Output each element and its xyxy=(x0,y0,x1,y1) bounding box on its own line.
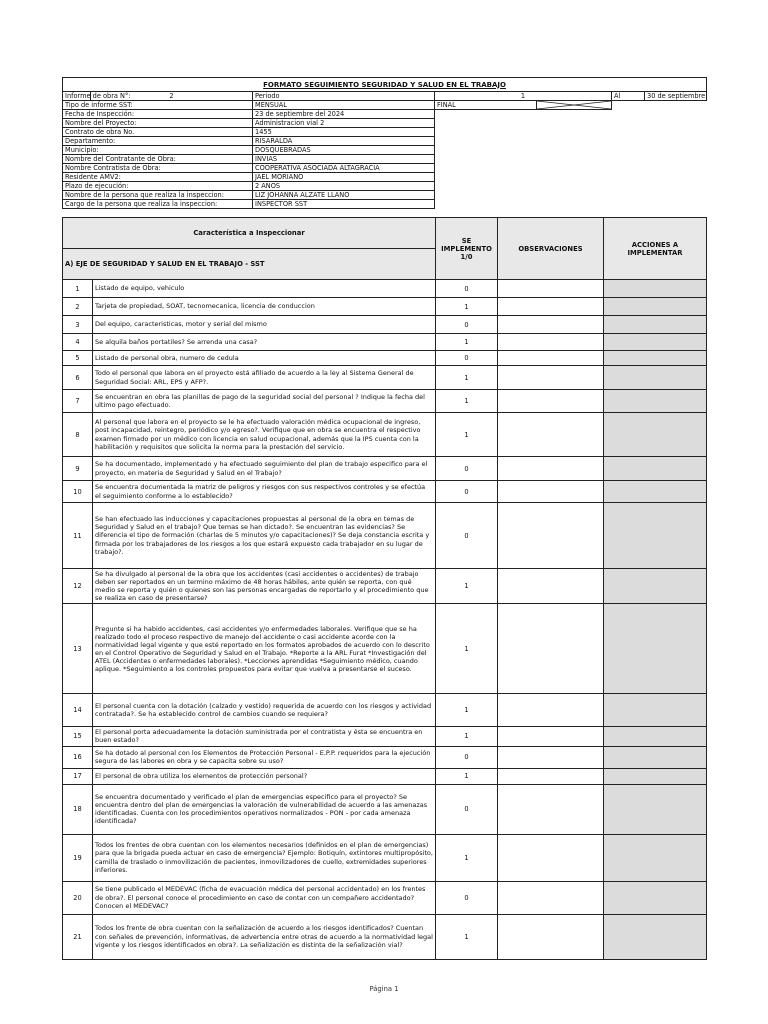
item-description: Todos los frentes de obra cuentan con los elementos necesarios (definidos en el plan de emergencias) para que la brigada pueda actuar en caso de emergencia? Ejemplo: Botiquín, extintores multipropósito, camilla de traslado o inmovilización de pacientes, inmovilizadores de cuello, extremidades superiores inferiores. xyxy=(93,834,436,881)
periodo-value: 1 xyxy=(435,92,612,101)
item-acciones-cell xyxy=(604,457,707,481)
header-field-row xyxy=(63,182,707,191)
informe-value: 2 xyxy=(91,92,253,101)
final-checkbox-crossed xyxy=(537,101,612,110)
header-field-label: Fecha de Inspección: xyxy=(63,110,253,119)
item-description: Se han efectuado las inducciones y capacitaciones propuestas al personal de la obra en temas de Seguridad y Salud en el trabajo? Que temas se han dictado?. Se encuentran las evidencias? Se diferencia el tipo de formación (charlas de 5 minutos y/o capacitaciones)? Se deja constancia escrita y firmada por los trabajadores de los riesgos a los que estará expuesto cada trabajador en su lugar de trabajo?. xyxy=(93,503,436,569)
header-field-value: DOSQUEBRADAS xyxy=(253,146,435,155)
item-number: 20 xyxy=(63,881,93,914)
item-acciones-cell xyxy=(604,366,707,390)
item-number: 13 xyxy=(63,604,93,694)
header-table xyxy=(62,77,707,209)
item-implemented-value: 1 xyxy=(436,334,498,351)
item-observaciones-cell xyxy=(498,569,604,604)
periodo-label: Periodo xyxy=(253,92,435,101)
inspection-item-row xyxy=(63,727,707,746)
item-number: 21 xyxy=(63,914,93,959)
item-implemented-value: 1 xyxy=(436,604,498,694)
item-description: Listado de personal obra, numero de cedula xyxy=(93,351,436,366)
item-implemented-value: 0 xyxy=(436,481,498,503)
item-observaciones-cell xyxy=(498,604,604,694)
item-number: 12 xyxy=(63,569,93,604)
header-field-value: JAEL MORIANO xyxy=(253,173,435,182)
header-field-label: Contrato de obra No. xyxy=(63,128,253,137)
item-observaciones-cell xyxy=(498,366,604,390)
header-field-value: INVIAS xyxy=(253,155,435,164)
inspection-item-row xyxy=(63,694,707,727)
item-description: Todo el personal que labora en el proyecto está afiliado de acuerdo a la ley al Sistema General de Seguridad Social: ARL, EPS y AFP?. xyxy=(93,366,436,390)
item-observaciones-cell xyxy=(498,413,604,457)
header-field-label: Nombre del Proyecto: xyxy=(63,119,253,128)
header-field-row xyxy=(63,200,707,209)
item-observaciones-cell xyxy=(498,481,604,503)
header-field-label: Cargo de la persona que realiza la inspeccion: xyxy=(63,200,253,209)
item-number: 3 xyxy=(63,316,93,334)
item-implemented-value: 0 xyxy=(436,746,498,768)
item-implemented-value: 1 xyxy=(436,569,498,604)
item-description: Tarjeta de propiedad, SOAT, tecnomecanica, licencia de conduccion xyxy=(93,298,436,316)
header-field-value: RISARALDA xyxy=(253,137,435,146)
item-acciones-cell xyxy=(604,881,707,914)
header-field-label: Plazo de ejecución: xyxy=(63,182,253,191)
item-description: El personal de obra utiliza los elementos de protección personal? xyxy=(93,768,436,784)
tipo-value: MENSUAL xyxy=(253,101,435,110)
header-field-value: INSPECTOR SST xyxy=(253,200,435,209)
items-body xyxy=(63,280,707,960)
inspection-item-row xyxy=(63,768,707,784)
item-observaciones-cell xyxy=(498,914,604,959)
item-observaciones-cell xyxy=(498,280,604,298)
inspection-item-row xyxy=(63,604,707,694)
item-observaciones-cell xyxy=(498,746,604,768)
inspection-item-row xyxy=(63,334,707,351)
item-number: 16 xyxy=(63,746,93,768)
item-description: Se ha documentado, implementado y ha efectuado seguimiento del plan de trabajo especifico para el proyecto, en materia de Seguridad y Salud en el Trabajo? xyxy=(93,457,436,481)
header-field-label: Nombre Contratista de Obra: xyxy=(63,164,253,173)
item-implemented-value: 0 xyxy=(436,881,498,914)
item-acciones-cell xyxy=(604,481,707,503)
item-number: 2 xyxy=(63,298,93,316)
item-number: 8 xyxy=(63,413,93,457)
item-description: Listado de equipo, vehiculo xyxy=(93,280,436,298)
header-field-value: LIZ JOHANNA ALZATE LLANO xyxy=(253,191,435,200)
item-implemented-value: 0 xyxy=(436,316,498,334)
item-number: 9 xyxy=(63,457,93,481)
item-observaciones-cell xyxy=(498,390,604,413)
item-implemented-value: 1 xyxy=(436,914,498,959)
item-acciones-cell xyxy=(604,604,707,694)
item-description: Todos los frente de obra cuentan con la señalización de acuerdo a los riesgos identificados? Cuentan con señales de prevención, informativas, de advertencia entre otras de acuerdo a la normatividad legal vigente y los riesgos identificados en obra?. La señalización es distinta de la señalización vial? xyxy=(93,914,436,959)
caracteristica-header: Característica a Inspeccionar xyxy=(63,218,436,249)
item-acciones-cell xyxy=(604,768,707,784)
header-field-row xyxy=(63,110,707,119)
item-implemented-value: 1 xyxy=(436,366,498,390)
header-field-value: 23 de septiembre del 2024 xyxy=(253,110,435,119)
item-number: 15 xyxy=(63,727,93,746)
item-description: Se tiene publicado el MEDEVAC (ficha de evacuación médica del personal accidentado) en los frentes de obra?. El personal conoce el procedimiento en caso de contar con un compañero accidentado? Conocen el MEDEVAC? xyxy=(93,881,436,914)
document-title: FORMATO SEGUIMIENTO SEGURIDAD Y SALUD EN EL TRABAJO xyxy=(63,78,707,92)
header-field-row xyxy=(63,146,707,155)
item-number: 6 xyxy=(63,366,93,390)
header-field-row xyxy=(63,155,707,164)
inspection-item-row xyxy=(63,481,707,503)
item-acciones-cell xyxy=(604,316,707,334)
header-field-value: COOPERATIVA ASOCIADA ALTAGRACIA xyxy=(253,164,435,173)
header-field-label: Nombre del Contratante de Obra: xyxy=(63,155,253,164)
item-acciones-cell xyxy=(604,727,707,746)
item-acciones-cell xyxy=(604,298,707,316)
header-field-row xyxy=(63,173,707,182)
tipo-label: Tipo de informe SST: xyxy=(63,101,253,110)
item-acciones-cell xyxy=(604,784,707,834)
item-number: 10 xyxy=(63,481,93,503)
inspection-item-row xyxy=(63,784,707,834)
item-acciones-cell xyxy=(604,413,707,457)
header-field-row xyxy=(63,191,707,200)
inspection-item-row xyxy=(63,280,707,298)
item-description: Al personal que labora en el proyecto se le ha efectuado valoración médica ocupacional de ingreso, post incapacidad, reintegro, periódico y/o egreso?. Verifique que en obra se encuentra el respectivo examen firmado por un médico con licencia en salud ocupacional, además que la IPS cuenta con la habilitación y requisitos que solicita la norma para la prestación del servicio. xyxy=(93,413,436,457)
item-description: Pregunte si ha habido accidentes, casi accidentes y/o enfermedades laborales. Verifique que se ha realizado todo el proceso respectivo de manejo del accidente o casi accidente acorde con la normatividad legal vigente y que esté reportado en los formatos aprobados de acuerdo con lo descrito en el Control Operativo de Seguridad y Salud en el Trabajo. *Reporte a la ARL Furat *Investigación del ATEL (Accidentes o enfermedades laborales). *Lecciones aprendidas *Seguimiento médico, cuando aplique. *Seguimiento a los controles propuestos para evitar que vuelva a presentarse el suceso. xyxy=(93,604,436,694)
item-implemented-value: 1 xyxy=(436,834,498,881)
item-number: 18 xyxy=(63,784,93,834)
item-implemented-value: 0 xyxy=(436,503,498,569)
item-implemented-value: 0 xyxy=(436,280,498,298)
item-number: 5 xyxy=(63,351,93,366)
al-value: 30 de septiembre xyxy=(645,92,707,101)
item-acciones-cell xyxy=(604,280,707,298)
item-implemented-value: 1 xyxy=(436,727,498,746)
inspection-item-row xyxy=(63,569,707,604)
item-acciones-cell xyxy=(604,694,707,727)
informe-label: Informe de obra N°: xyxy=(63,92,91,101)
inspection-item-row xyxy=(63,503,707,569)
header-field-label: Nombre de la persona que realiza la inspeccion: xyxy=(63,191,253,200)
observaciones-header: OBSERVACIONES xyxy=(498,218,604,280)
inspection-item-row xyxy=(63,881,707,914)
item-observaciones-cell xyxy=(498,834,604,881)
header-field-row xyxy=(63,164,707,173)
inspection-item-row xyxy=(63,390,707,413)
inspection-item-row xyxy=(63,914,707,959)
item-observaciones-cell xyxy=(498,316,604,334)
item-acciones-cell xyxy=(604,503,707,569)
inspection-item-row xyxy=(63,366,707,390)
item-observaciones-cell xyxy=(498,881,604,914)
header-field-value: 1455 xyxy=(253,128,435,137)
item-implemented-value: 0 xyxy=(436,457,498,481)
item-observaciones-cell xyxy=(498,334,604,351)
header-field-row xyxy=(63,128,707,137)
item-description: Del equipo, caracteristicas, motor y serial del mismo xyxy=(93,316,436,334)
item-acciones-cell xyxy=(604,914,707,959)
item-implemented-value: 0 xyxy=(436,784,498,834)
acciones-header: ACCIONES A IMPLEMENTAR xyxy=(604,218,707,280)
item-number: 1 xyxy=(63,280,93,298)
inspection-item-row xyxy=(63,298,707,316)
header-field-label: Residente AMV2: xyxy=(63,173,253,182)
item-observaciones-cell xyxy=(498,457,604,481)
item-number: 7 xyxy=(63,390,93,413)
items-table xyxy=(62,217,707,960)
item-implemented-value: 1 xyxy=(436,413,498,457)
header-field-label: Municipio: xyxy=(63,146,253,155)
item-implemented-value: 1 xyxy=(436,390,498,413)
inspection-item-row xyxy=(63,457,707,481)
item-description: Se encuentra documentado y verificado el plan de emergencias especifico para el proyecto? Se encuentra dentro del plan de emergencias la valoración de vulnerabilidad de acuerdo a las amenazas identificadas. Cuenta con los procedimientos operativos normalizados - PON - por cada amenaza identificada? xyxy=(93,784,436,834)
item-acciones-cell xyxy=(604,390,707,413)
header-field-row xyxy=(63,119,707,128)
inspection-item-row xyxy=(63,834,707,881)
item-observaciones-cell xyxy=(498,727,604,746)
item-description: Se encuentra documentada la matriz de peligros y riesgos con sus respectivos controles y se efectúa el seguimiento conforme a lo establecido? xyxy=(93,481,436,503)
item-implemented-value: 0 xyxy=(436,351,498,366)
header-field-value: Administracion vial 2 xyxy=(253,119,435,128)
item-observaciones-cell xyxy=(498,503,604,569)
item-implemented-value: 1 xyxy=(436,768,498,784)
item-observaciones-cell xyxy=(498,694,604,727)
item-description: El personal porta adecuadamente la dotación suministrada por el contratista y ésta se encuentra en buen estado? xyxy=(93,727,436,746)
header-field-value: 2 AÑOS xyxy=(253,182,435,191)
item-acciones-cell xyxy=(604,351,707,366)
se-implemento-header: SE IMPLEMENTO 1/0 xyxy=(436,218,498,280)
page-footer: Página 1 xyxy=(369,985,399,993)
item-description: Se ha divulgado al personal de la obra que los accidentes (casi accidentes o accidentes) de trabajo deben ser reportados en un termino máximo de 48 horas hábiles, ante quién se reporta, con qué medio se reporta y quién o quienes son las personas encargadas de reportarlo y el procedimiento que se realiza en caso de presentarse? xyxy=(93,569,436,604)
item-implemented-value: 1 xyxy=(436,298,498,316)
item-number: 19 xyxy=(63,834,93,881)
item-description: Se ha dotado al personal con los Elementos de Protección Personal - E.P.P. requeridos para la ejecución segura de las labores en obra y se capacita sobre su uso? xyxy=(93,746,436,768)
item-number: 4 xyxy=(63,334,93,351)
item-number: 17 xyxy=(63,768,93,784)
item-description: Se alquila baños portatiles? Se arrenda una casa? xyxy=(93,334,436,351)
inspection-item-row xyxy=(63,413,707,457)
item-acciones-cell xyxy=(604,334,707,351)
item-number: 14 xyxy=(63,694,93,727)
item-acciones-cell xyxy=(604,834,707,881)
inspection-item-row xyxy=(63,351,707,366)
item-number: 11 xyxy=(63,503,93,569)
final-label: FINAL xyxy=(435,101,537,110)
item-description: Se encuentran en obra las planillas de pago de la seguridad social del personal ? Indique la fecha del ultimo pago efectuado. xyxy=(93,390,436,413)
inspection-item-row xyxy=(63,316,707,334)
al-label: Al xyxy=(612,92,645,101)
inspection-item-row xyxy=(63,746,707,768)
item-observaciones-cell xyxy=(498,298,604,316)
item-observaciones-cell xyxy=(498,351,604,366)
item-description: El personal cuenta con la dotación (calzado y vestido) requerida de acuerdo con los riesgos y actividad contratada?. Se ha establecido control de cambios cuando se requiera? xyxy=(93,694,436,727)
header-field-label: Departamento: xyxy=(63,137,253,146)
item-acciones-cell xyxy=(604,746,707,768)
item-observaciones-cell xyxy=(498,784,604,834)
item-implemented-value: 1 xyxy=(436,694,498,727)
item-acciones-cell xyxy=(604,569,707,604)
header-field-row xyxy=(63,137,707,146)
item-observaciones-cell xyxy=(498,768,604,784)
eje-header: A) EJE DE SEGURIDAD Y SALUD EN EL TRABAJO - SST xyxy=(63,249,436,280)
